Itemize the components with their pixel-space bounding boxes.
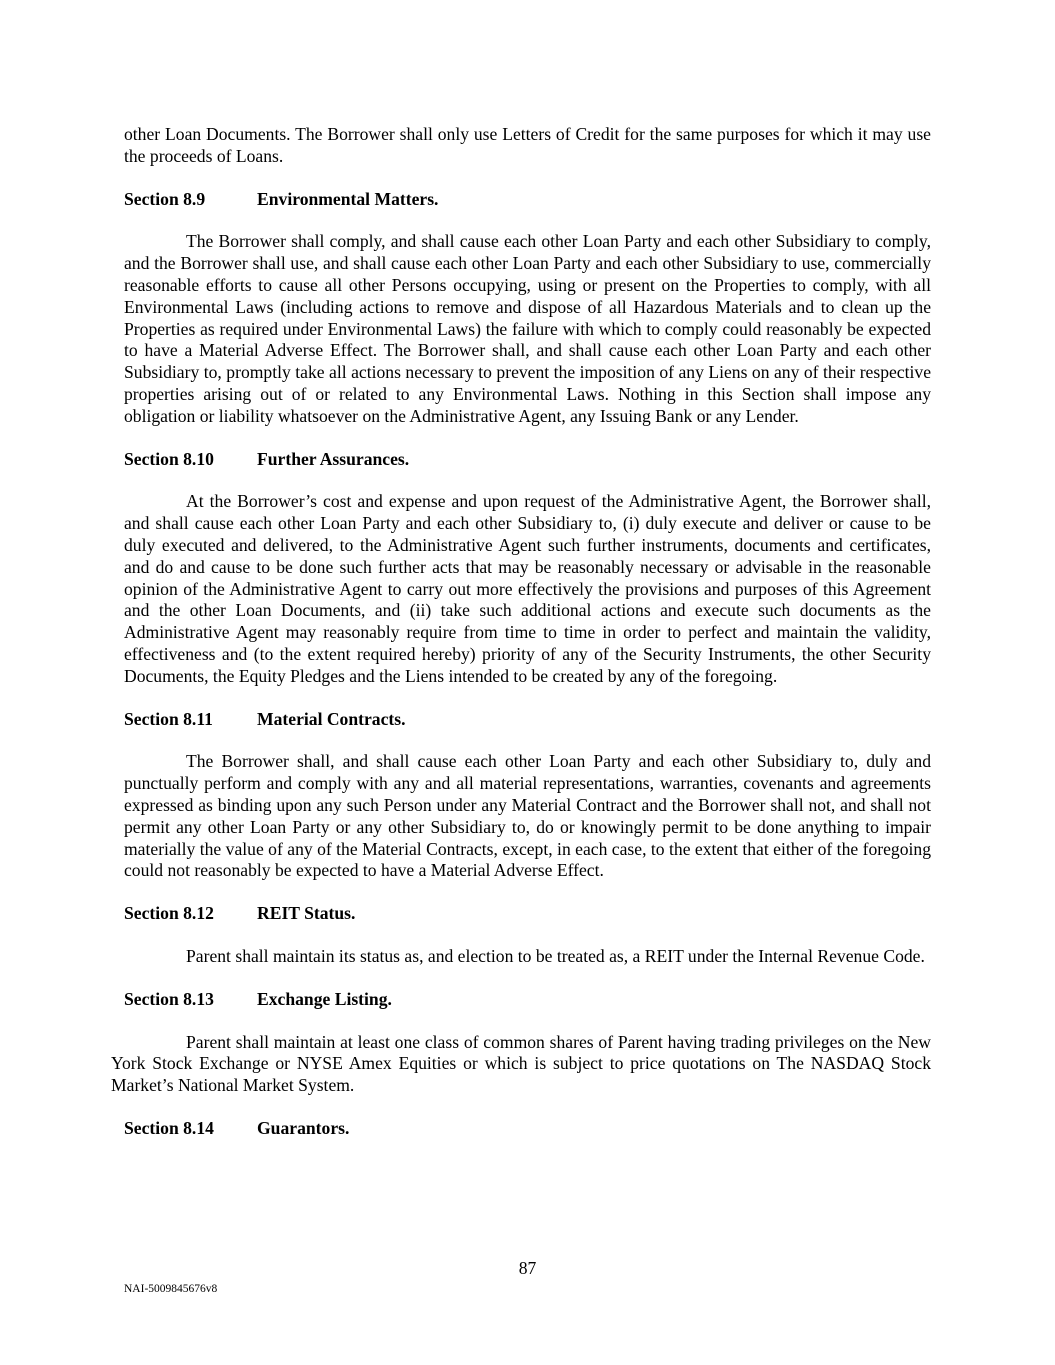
section-body-8-13: Parent shall maintain at least one class of common shares of Parent having trading privileges on the New York Stock Exchange or NYSE Amex Equities or which is subject to price quotations on The NASDAQ Stock Market’s National Market System. bbox=[111, 1031, 931, 1096]
section-number: Section 8.11 bbox=[124, 708, 213, 729]
section-number: Section 8.10 bbox=[124, 448, 214, 469]
section-heading-8-11 bbox=[124, 709, 931, 731]
section-title: Environmental Matters. bbox=[257, 188, 439, 209]
section-number: Section 8.9 bbox=[124, 188, 206, 209]
section-body-8-11: The Borrower shall, and shall cause each other Loan Party and each other Subsidiary to, duly and punctually perform and comply with any and all material representations, warranties, covenants and agreements expressed as binding upon any such Person under any Material Contract and the Borrower shall not, and shall not permit any other Loan Party or any other Subsidiary to, do or knowingly permit to be done anything to impair materially the value of any of the Material Contracts, except, in each case, to the extent that either of the foregoing could not reasonably be expected to have a Material Adverse Effect. bbox=[124, 751, 931, 881]
section-body-8-12: Parent shall maintain its status as, and election to be treated as, a REIT under the Internal Revenue Code. bbox=[186, 945, 925, 966]
section-number: Section 8.14 bbox=[124, 1117, 214, 1138]
continued-paragraph: other Loan Documents. The Borrower shall only use Letters of Credit for the same purposes for which it may use the proceeds of Loans. bbox=[124, 124, 931, 166]
section-title: Material Contracts. bbox=[257, 708, 406, 729]
section-heading-8-13 bbox=[124, 989, 931, 1011]
section-heading-8-14 bbox=[124, 1118, 931, 1140]
section-heading-8-10 bbox=[124, 449, 931, 471]
document-id: NAI-5009845676v8 bbox=[124, 1283, 218, 1295]
section-title: REIT Status. bbox=[257, 903, 356, 924]
page-content bbox=[111, 124, 931, 1161]
section-title: Further Assurances. bbox=[257, 448, 410, 469]
section-body-8-10: At the Borrower’s cost and expense and upon request of the Administrative Agent, the Borrower shall, and shall cause each other Loan Party and each other Subsidiary to, (i) duly execute and deliver or cause to be duly executed and delivered, to the Administrative Agent such further instruments, documents and certificates, and do and cause to be done such further acts that may be reasonably necessary or advisable in the reasonable opinion of the Administrative Agent to carry out more effectively the provisions and purposes of this Agreement and the other Loan Documents, and (ii) take such additional actions and execute such documents as the Administrative Agent may reasonably require from time to time in order to perfect and maintain the validity, effectiveness and (to the extent required hereby) priority of any of the Security Instruments, the other Security Documents, the Equity Pledges and the Liens intended to be created by any of the foregoing. bbox=[124, 491, 931, 686]
section-title: Guarantors. bbox=[257, 1117, 350, 1138]
section-number: Section 8.13 bbox=[124, 988, 214, 1009]
page-number: 87 bbox=[518, 1258, 537, 1278]
section-body-8-9: The Borrower shall comply, and shall cause each other Loan Party and each other Subsidiary to comply, and the Borrower shall use, and shall cause each other Loan Party and each other Subsidiary to use, commercially reasonable efforts to cause all other Persons occupying, using or present on the Properties to comply, with all Environmental Laws (including actions to remove and dispose of all Hazardous Materials and to clean up the Properties as required under Environmental Laws) the failure with which to comply could reasonably be expected to have a Material Adverse Effect. The Borrower shall, and shall cause each other Loan Party and each other Subsidiary to, promptly take all actions necessary to prevent the imposition of any Liens on any of their respective properties arising out of or related to any Environmental Laws. Nothing in this Section shall impose any obligation or liability whatsoever on the Administrative Agent, any Issuing Bank or any Lender. bbox=[124, 231, 931, 426]
section-heading-8-12 bbox=[124, 903, 931, 925]
section-number: Section 8.12 bbox=[124, 903, 214, 924]
section-heading-8-9 bbox=[124, 189, 931, 211]
section-title: Exchange Listing. bbox=[257, 988, 392, 1009]
